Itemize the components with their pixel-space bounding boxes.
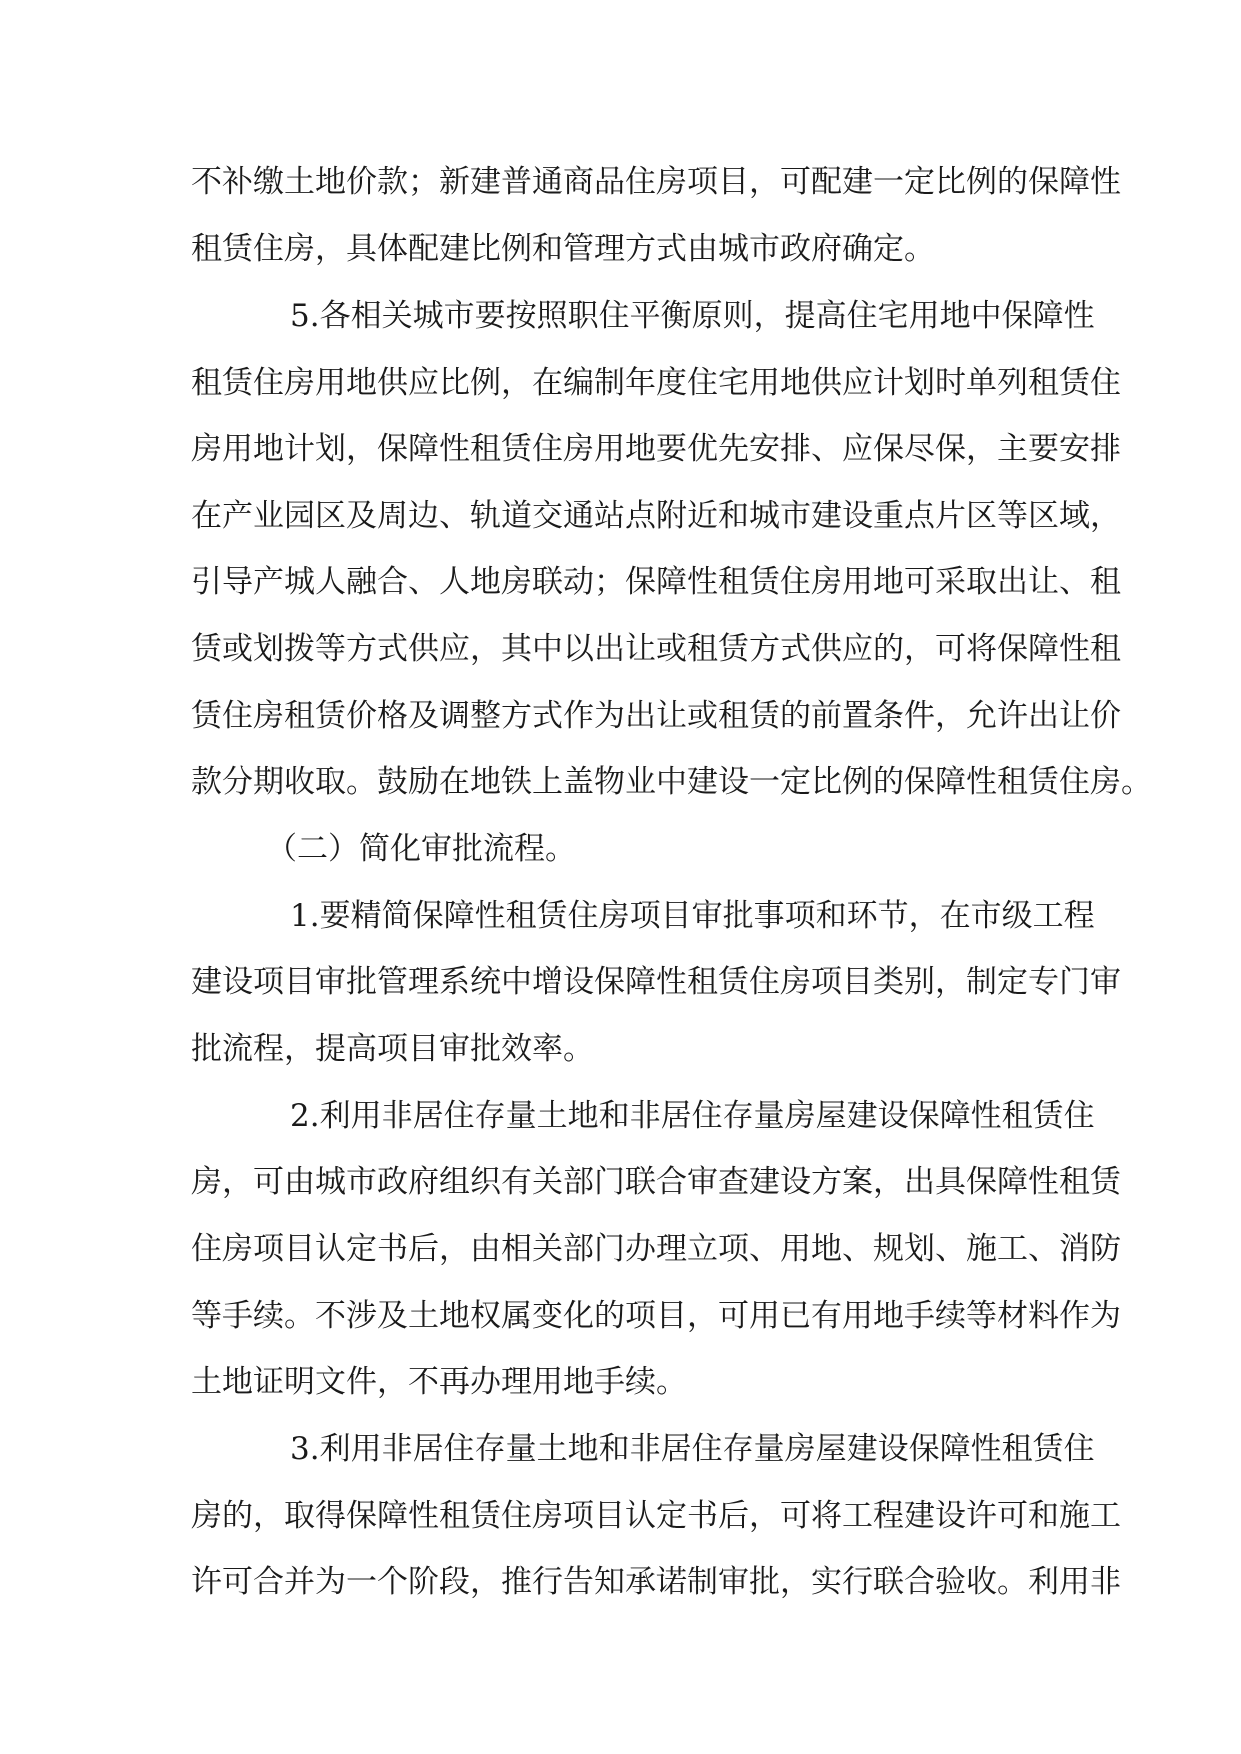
- section-heading: （二）简化审批流程。: [266, 831, 576, 867]
- paragraph-line: 租赁住房，具体配建比例和管理方式由城市政府确定。: [191, 231, 935, 267]
- paragraph-line: 等手续。不涉及土地权属变化的项目，可用已有用地手续等材料作为: [191, 1298, 1121, 1334]
- paragraph-line: 住房项目认定书后，由相关部门办理立项、用地、规划、施工、消防: [191, 1231, 1121, 1267]
- paragraph-line: 不补缴土地价款；新建普通商品住房项目，可配建一定比例的保障性: [191, 164, 1121, 200]
- paragraph-line: 批流程，提高项目审批效率。: [191, 1031, 594, 1067]
- paragraph-line: 2.利用非居住存量土地和非居住存量房屋建设保障性租赁住: [290, 1098, 1095, 1134]
- paragraph-line: 在产业园区及周边、轨道交通站点附近和城市建设重点片区等区域，: [191, 498, 1121, 534]
- paragraph-line: 租赁住房用地供应比例，在编制年度住宅用地供应计划时单列租赁住: [191, 365, 1121, 401]
- paragraph-line: 房的，取得保障性租赁住房项目认定书后，可将工程建设许可和施工: [191, 1498, 1121, 1534]
- paragraph-line: 建设项目审批管理系统中增设保障性租赁住房项目类别，制定专门审: [191, 964, 1121, 1000]
- paragraph-line: 赁住房租赁价格及调整方式作为出让或租赁的前置条件，允许出让价: [191, 698, 1121, 734]
- paragraph-line: 房用地计划，保障性租赁住房用地要优先安排、应保尽保，主要安排: [191, 431, 1121, 467]
- paragraph-line: 引导产城人融合、人地房联动；保障性租赁住房用地可采取出让、租: [191, 564, 1121, 600]
- paragraph-line: 许可合并为一个阶段，推行告知承诺制审批，实行联合验收。利用非: [191, 1564, 1121, 1600]
- paragraph-line: 3.利用非居住存量土地和非居住存量房屋建设保障性租赁住: [290, 1431, 1095, 1467]
- paragraph-line: 5.各相关城市要按照职住平衡原则，提高住宅用地中保障性: [290, 298, 1095, 334]
- paragraph-line: 1.要精简保障性租赁住房项目审批事项和环节，在市级工程: [290, 898, 1095, 934]
- paragraph-line: 土地证明文件，不再办理用地手续。: [191, 1364, 687, 1400]
- paragraph-line: 房，可由城市政府组织有关部门联合审查建设方案，出具保障性租赁: [191, 1164, 1121, 1200]
- paragraph-line: 赁或划拨等方式供应，其中以出让或租赁方式供应的，可将保障性租: [191, 631, 1121, 667]
- paragraph-line: 款分期收取。鼓励在地铁上盖物业中建设一定比例的保障性租赁住房。: [191, 764, 1152, 800]
